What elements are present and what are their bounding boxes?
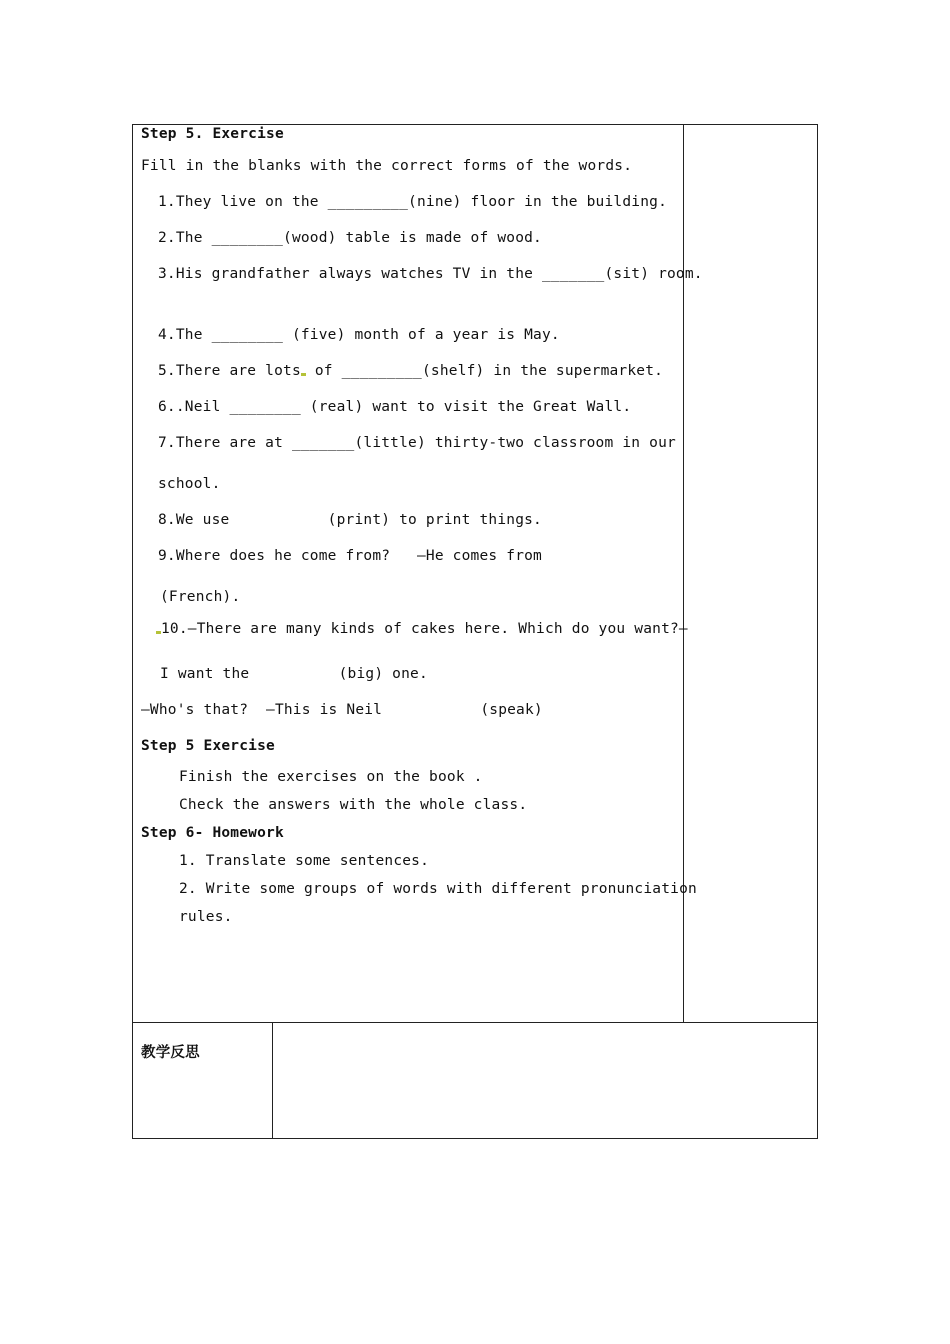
question-11: —Who's that? —This is Neil (speak) xyxy=(141,702,543,718)
question-2: 2.The ________(wood) table is made of wood. xyxy=(158,230,542,246)
step5b-title: Step 5 Exercise xyxy=(141,738,275,754)
question-5 xyxy=(158,362,663,380)
question-10 xyxy=(156,620,688,638)
instruction: Fill in the blanks with the correct forms of the words. xyxy=(141,158,633,174)
question-10-text: 10.—There are many kinds of cakes here. Which do you want?— xyxy=(161,621,688,637)
question-5-part-a: 5.There are lots xyxy=(158,363,301,379)
reflection-table xyxy=(132,1022,818,1139)
question-1: 1.They live on the _________(nine) floor in the building. xyxy=(158,194,667,210)
reflection-label: 教学反思 xyxy=(141,1045,200,1061)
question-3: 3.His grandfather always watches TV in the _______(sit) room. xyxy=(158,266,703,282)
step6-title: Step 6- Homework xyxy=(141,825,284,841)
question-9-continued: (French). xyxy=(160,589,241,605)
homework-item-2: 2. Write some groups of words with different pronunciation xyxy=(179,881,697,897)
step5b-item-2: Check the answers with the whole class. xyxy=(179,797,528,813)
homework-item-2-continued: rules. xyxy=(179,909,233,925)
step5-title: Step 5. Exercise xyxy=(141,126,284,142)
question-5-part-b: of _________(shelf) in the supermarket. xyxy=(305,363,664,379)
question-7-continued: school. xyxy=(158,476,221,492)
question-8: 8.We use (print) to print things. xyxy=(158,512,542,528)
question-7: 7.There are at _______(little) thirty-two classroom in our xyxy=(158,435,676,451)
step5b-item-1: Finish the exercises on the book . xyxy=(179,769,483,785)
question-4: 4.The ________ (five) month of a year is May. xyxy=(158,327,560,343)
question-6: 6..Neil ________ (real) want to visit the Great Wall. xyxy=(158,399,632,415)
question-10-continued: I want the (big) one. xyxy=(160,666,428,682)
homework-item-1: 1. Translate some sentences. xyxy=(179,853,430,869)
reflection-table-column-divider xyxy=(272,1022,273,1139)
question-9: 9.Where does he come from? —He comes from xyxy=(158,548,542,564)
